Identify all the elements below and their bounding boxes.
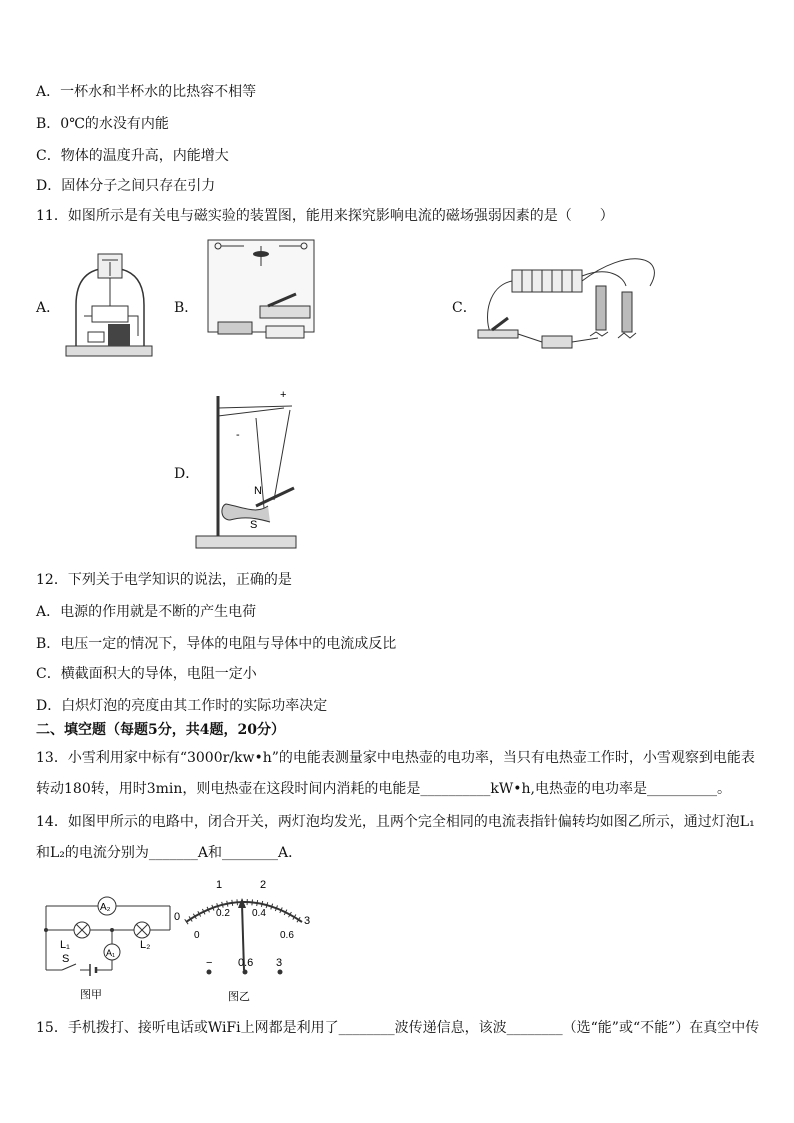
ammeter-a1-label: A₁: [106, 948, 116, 958]
q12-stem: 12．下列关于电学知识的说法，正确的是: [36, 572, 292, 588]
q15-line-1: 15．手机拨打、接听电话或WiFi上网都是利用了________波传递信息，该波________（选“能”或“不能”）在真空中传: [36, 1020, 760, 1036]
lamp-l1-label: L₁: [60, 939, 70, 951]
switch-s-label: S: [62, 953, 70, 965]
figure-yi-ammeter: [172, 876, 322, 1004]
figure-d-n: N: [254, 485, 262, 497]
q13-line-1: 13．小雪利用家中标有“3000r/kw•h”的电能表测量家中电热壶的电功率，当只有电热壶工作时，小雪观察到电能表: [36, 750, 755, 766]
lamp-l2-label: L₂: [140, 939, 151, 951]
q12-option-a: A．电源的作用就是不断的产生电荷: [36, 604, 257, 620]
lower-scale-0: 0: [194, 930, 200, 941]
figure-d-magnet-stand: [196, 388, 306, 556]
q10-option-a: A．一杯水和半杯水的比热容不相等: [36, 84, 257, 100]
q11-stem: 11．如图所示是有关电与磁实验的装置图，能用来探究影响电流的磁场强弱因素的是（ ）: [36, 208, 614, 224]
upper-scale-2: 2: [260, 879, 267, 891]
q11-label-b: B．: [174, 300, 199, 316]
lower-scale-0-2: 0.2: [216, 908, 230, 919]
figure-yi-caption: 图乙: [228, 991, 250, 1003]
q12-option-b: B．电压一定的情况下，导体的电阻与导体中的电流成反比: [36, 636, 397, 652]
q11-label-c: C．: [452, 300, 477, 316]
q13-line-2: 转动180转，用时3min，则电热壶在这段时间内消耗的电能是__________kW•h,电热壶的电功率是__________。: [36, 781, 731, 797]
ammeter-a2-label: A₂: [100, 902, 111, 913]
q14-line-1: 14．如图甲所示的电路中，闭合开关，两灯泡均发光，且两个完全相同的电流表指针偏转均如图乙所示，通过灯泡L₁: [36, 814, 755, 830]
terminal-3-label: 3: [276, 957, 283, 969]
q12-option-c: C．横截面积大的导体，电阻一定小: [36, 666, 257, 682]
figure-d-plus: +: [280, 389, 287, 401]
figure-b-switchboard: [204, 236, 322, 346]
figure-jia-caption: 图甲: [80, 989, 102, 1001]
figure-c-electromagnet: [478, 236, 668, 356]
q11-label-a: A．: [36, 300, 61, 316]
upper-scale-3: 3: [304, 915, 311, 927]
q10-option-c: C．物体的温度升高，内能增大: [36, 148, 229, 164]
q12-option-d: D．白炽灯泡的亮度由其工作时的实际功率决定: [36, 698, 328, 714]
q10-option-d: D．固体分子之间只存在引力: [36, 178, 216, 194]
q10-option-b: B．0℃的水没有内能: [36, 116, 169, 132]
upper-scale-0: 0: [174, 911, 181, 923]
section-2-title: 二、填空题（每题5分，共4题，20分）: [36, 722, 285, 738]
terminal-0-6-label: 0.6: [238, 957, 254, 969]
figure-jia-circuit: [40, 886, 180, 1004]
figure-d-minus: -: [236, 429, 240, 441]
terminal-minus-label: −: [206, 957, 213, 969]
figure-d-s: S: [250, 519, 258, 531]
q11-label-d: D．: [174, 466, 200, 482]
lower-scale-0-4: 0.4: [252, 908, 266, 919]
q14-line-2: 和L₂的电流分别为_______A和________A．: [36, 845, 303, 861]
lower-scale-0-6: 0.6: [280, 930, 294, 941]
figure-a-apparatus: [62, 250, 158, 360]
upper-scale-1: 1: [216, 879, 223, 891]
